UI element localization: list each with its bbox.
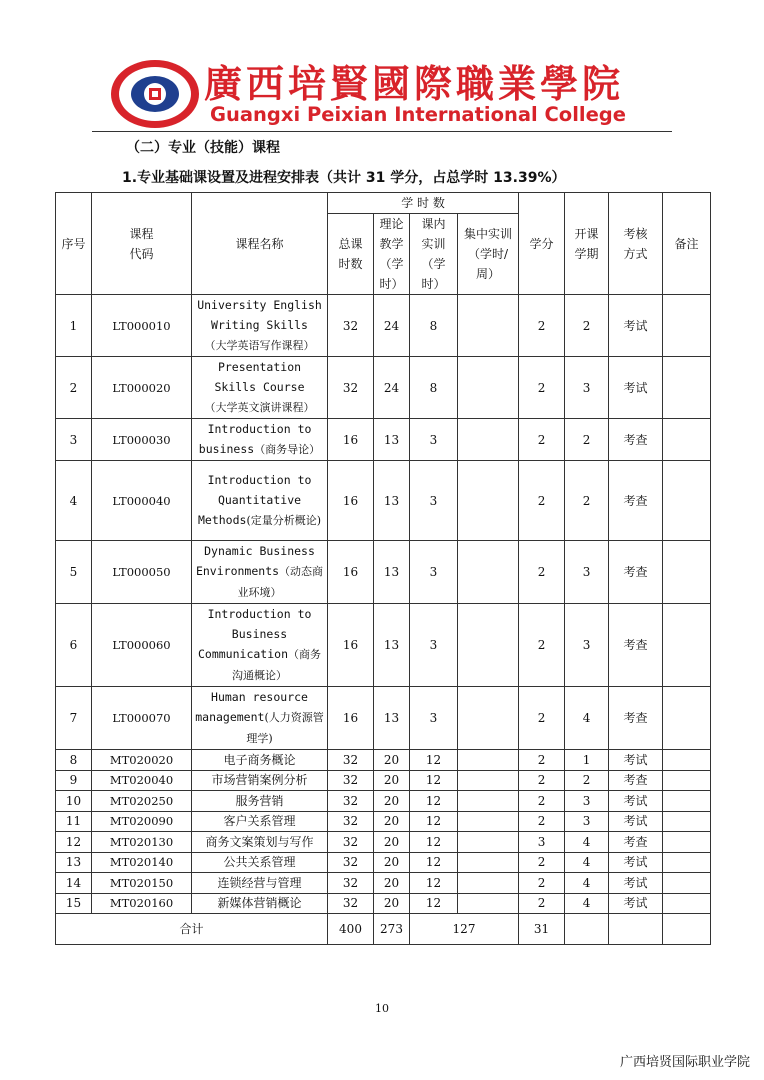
cell-assessment: 考查	[609, 604, 663, 687]
table-row	[56, 770, 711, 791]
header-semester: 开课学期	[565, 193, 609, 295]
cell-index: 6	[56, 604, 92, 687]
cell-total-hours: 16	[328, 604, 374, 687]
cell-index: 4	[56, 461, 92, 541]
cell-remarks	[663, 750, 711, 771]
cell-total-hours: 16	[328, 541, 374, 604]
cell-course-name: Introduction to Business Communication（商务沟通概论）	[192, 604, 328, 687]
cell-credits: 2	[519, 770, 565, 791]
cell-theory: 20	[374, 811, 410, 832]
college-header	[92, 50, 672, 134]
cell-theory: 20	[374, 873, 410, 894]
cell-remarks	[663, 461, 711, 541]
cell-remarks	[663, 852, 711, 873]
cell-assessment: 考试	[609, 893, 663, 914]
cell-credits: 2	[519, 893, 565, 914]
cell-index: 14	[56, 873, 92, 894]
total-row	[56, 914, 711, 945]
cell-total-hours: 32	[328, 893, 374, 914]
cell-code: LT000040	[92, 461, 192, 541]
cell-course-name: Introduction to business（商务导论）	[192, 419, 328, 461]
cell-assessment: 考试	[609, 852, 663, 873]
cell-intensive	[458, 893, 519, 914]
cell-semester: 2	[565, 295, 609, 357]
cell-course-name: 连锁经营与管理	[192, 873, 328, 894]
cell-code: LT000070	[92, 687, 192, 750]
footer-school-name: 广西培贤国际职业学院	[619, 1055, 750, 1070]
cell-intensive	[458, 811, 519, 832]
cell-assessment: 考试	[609, 811, 663, 832]
cell-code: LT000050	[92, 541, 192, 604]
cell-intensive	[458, 832, 519, 853]
table-row	[56, 873, 711, 894]
cell-credits: 2	[519, 750, 565, 771]
header-theory: 理论教学（学时）	[374, 214, 410, 295]
header-index: 序号	[56, 193, 92, 295]
header-lab: 课内实训（学时）	[410, 214, 458, 295]
cell-index: 13	[56, 852, 92, 873]
cell-code: MT020150	[92, 873, 192, 894]
cell-credits: 2	[519, 811, 565, 832]
cell-assessment: 考查	[609, 419, 663, 461]
cell-remarks	[663, 604, 711, 687]
cell-intensive	[458, 461, 519, 541]
cell-remarks	[663, 893, 711, 914]
cell-theory: 24	[374, 357, 410, 419]
cell-intensive	[458, 357, 519, 419]
cell-lab: 3	[410, 541, 458, 604]
cell-code: LT000060	[92, 604, 192, 687]
cell-theory: 13	[374, 419, 410, 461]
cell-index: 15	[56, 893, 92, 914]
header-divider	[92, 131, 672, 132]
cell-lab: 12	[410, 832, 458, 853]
cell-remarks	[663, 687, 711, 750]
cell-semester: 4	[565, 893, 609, 914]
cell-lab: 8	[410, 295, 458, 357]
cell-semester: 1	[565, 750, 609, 771]
cell-intensive	[458, 541, 519, 604]
header-name: 课程名称	[192, 193, 328, 295]
cell-intensive	[458, 419, 519, 461]
cell-credits: 3	[519, 832, 565, 853]
cell-remarks	[663, 541, 711, 604]
cell-index: 3	[56, 419, 92, 461]
cell-assessment: 考查	[609, 687, 663, 750]
total-remarks-empty	[663, 914, 711, 945]
cell-course-name: 服务营销	[192, 791, 328, 812]
header-code: 课程代码	[92, 193, 192, 295]
cell-semester: 2	[565, 770, 609, 791]
cell-assessment: 考试	[609, 873, 663, 894]
cell-assessment: 考试	[609, 357, 663, 419]
table-row	[56, 357, 711, 419]
cell-credits: 2	[519, 604, 565, 687]
total-credits: 31	[519, 914, 565, 945]
cell-course-name: 客户关系管理	[192, 811, 328, 832]
cell-semester: 3	[565, 541, 609, 604]
cell-semester: 2	[565, 461, 609, 541]
cell-course-name: Dynamic Business Environments（动态商业环境）	[192, 541, 328, 604]
cell-code: LT000020	[92, 357, 192, 419]
cell-lab: 12	[410, 770, 458, 791]
cell-code: MT020020	[92, 750, 192, 771]
header-total-hours: 总课时数	[328, 214, 374, 295]
header-assessment: 考核方式	[609, 193, 663, 295]
college-name-en: Guangxi Peixian International College	[210, 103, 626, 126]
cell-intensive	[458, 750, 519, 771]
total-practical: 127	[410, 914, 519, 945]
total-hours: 400	[328, 914, 374, 945]
cell-intensive	[458, 295, 519, 357]
cell-lab: 12	[410, 791, 458, 812]
cell-semester: 3	[565, 811, 609, 832]
cell-total-hours: 32	[328, 791, 374, 812]
cell-lab: 3	[410, 419, 458, 461]
cell-index: 5	[56, 541, 92, 604]
college-name-cn: 廣西培賢國際職業學院	[204, 61, 625, 106]
cell-theory: 13	[374, 687, 410, 750]
cell-code: MT020130	[92, 832, 192, 853]
cell-course-name: Presentation Skills Course （大学英文演讲课程）	[192, 357, 328, 419]
cell-assessment: 考试	[609, 791, 663, 812]
cell-total-hours: 32	[328, 295, 374, 357]
cell-assessment: 考查	[609, 770, 663, 791]
cell-semester: 4	[565, 852, 609, 873]
cell-course-name: University English Writing Skills （大学英语写作课程）	[192, 295, 328, 357]
page-number: 10	[375, 1002, 389, 1015]
cell-index: 10	[56, 791, 92, 812]
cell-intensive	[458, 687, 519, 750]
section-heading: （二）专业（技能）课程	[126, 140, 280, 156]
table-row	[56, 604, 711, 687]
cell-theory: 24	[374, 295, 410, 357]
cell-code: MT020160	[92, 893, 192, 914]
header-credits: 学分	[519, 193, 565, 295]
cell-total-hours: 32	[328, 811, 374, 832]
table-row	[56, 750, 711, 771]
cell-lab: 3	[410, 687, 458, 750]
cell-semester: 3	[565, 357, 609, 419]
cell-code: MT020250	[92, 791, 192, 812]
cell-assessment: 考查	[609, 832, 663, 853]
header-intensive: 集中实训（学时/周）	[458, 214, 519, 295]
cell-semester: 2	[565, 419, 609, 461]
cell-remarks	[663, 295, 711, 357]
cell-credits: 2	[519, 687, 565, 750]
cell-semester: 3	[565, 604, 609, 687]
cell-remarks	[663, 357, 711, 419]
cell-credits: 2	[519, 873, 565, 894]
cell-theory: 13	[374, 604, 410, 687]
cell-theory: 20	[374, 770, 410, 791]
cell-credits: 2	[519, 461, 565, 541]
cell-total-hours: 32	[328, 873, 374, 894]
cell-index: 12	[56, 832, 92, 853]
cell-lab: 12	[410, 852, 458, 873]
course-schedule-table	[55, 192, 711, 945]
cell-semester: 4	[565, 687, 609, 750]
cell-code: MT020040	[92, 770, 192, 791]
table-row	[56, 811, 711, 832]
cell-course-name: 市场营销案例分析	[192, 770, 328, 791]
total-label: 合计	[56, 914, 328, 945]
cell-total-hours: 16	[328, 687, 374, 750]
cell-total-hours: 32	[328, 770, 374, 791]
cell-course-name: 商务文案策划与写作	[192, 832, 328, 853]
table-row	[56, 541, 711, 604]
table-row	[56, 295, 711, 357]
cell-lab: 3	[410, 461, 458, 541]
cell-semester: 3	[565, 791, 609, 812]
cell-index: 7	[56, 687, 92, 750]
cell-lab: 12	[410, 893, 458, 914]
cell-total-hours: 32	[328, 852, 374, 873]
table-caption: 1.专业基础课设置及进程安排表（共计 31 学分，占总学时 13.39%）	[122, 170, 566, 186]
cell-credits: 2	[519, 791, 565, 812]
cell-theory: 20	[374, 750, 410, 771]
cell-credits: 2	[519, 295, 565, 357]
cell-total-hours: 32	[328, 750, 374, 771]
cell-theory: 20	[374, 893, 410, 914]
cell-total-hours: 32	[328, 832, 374, 853]
cell-remarks	[663, 791, 711, 812]
cell-total-hours: 32	[328, 357, 374, 419]
cell-intensive	[458, 604, 519, 687]
cell-credits: 2	[519, 852, 565, 873]
total-assessment-empty	[609, 914, 663, 945]
cell-code: MT020140	[92, 852, 192, 873]
cell-lab: 3	[410, 604, 458, 687]
cell-total-hours: 16	[328, 419, 374, 461]
cell-intensive	[458, 873, 519, 894]
cell-code: LT000010	[92, 295, 192, 357]
cell-total-hours: 16	[328, 461, 374, 541]
cell-index: 1	[56, 295, 92, 357]
cell-credits: 2	[519, 419, 565, 461]
cell-index: 9	[56, 770, 92, 791]
table-row	[56, 832, 711, 853]
cell-course-name: 电子商务概论	[192, 750, 328, 771]
cell-course-name: 公共关系管理	[192, 852, 328, 873]
cell-lab: 12	[410, 811, 458, 832]
table-row	[56, 687, 711, 750]
cell-assessment: 考试	[609, 750, 663, 771]
cell-lab: 8	[410, 357, 458, 419]
cell-remarks	[663, 873, 711, 894]
table-row	[56, 419, 711, 461]
cell-theory: 20	[374, 791, 410, 812]
cell-lab: 12	[410, 750, 458, 771]
cell-course-name: Introduction to Quantitative Methods(定量分析概论)	[192, 461, 328, 541]
cell-credits: 2	[519, 541, 565, 604]
table-row	[56, 852, 711, 873]
cell-course-name: Human resource management(人力资源管理学)	[192, 687, 328, 750]
cell-intensive	[458, 770, 519, 791]
cell-intensive	[458, 791, 519, 812]
cell-remarks	[663, 419, 711, 461]
header-remarks: 备注	[663, 193, 711, 295]
cell-course-name: 新媒体营销概论	[192, 893, 328, 914]
cell-assessment: 考查	[609, 461, 663, 541]
cell-semester: 4	[565, 873, 609, 894]
cell-intensive	[458, 852, 519, 873]
table-row	[56, 893, 711, 914]
cell-remarks	[663, 832, 711, 853]
table-row	[56, 461, 711, 541]
cell-theory: 20	[374, 852, 410, 873]
total-semester-empty	[565, 914, 609, 945]
cell-remarks	[663, 811, 711, 832]
cell-assessment: 考试	[609, 295, 663, 357]
cell-index: 8	[56, 750, 92, 771]
header-hours-group: 学 时 数	[328, 193, 519, 214]
cell-theory: 13	[374, 541, 410, 604]
cell-remarks	[663, 770, 711, 791]
cell-theory: 13	[374, 461, 410, 541]
cell-semester: 4	[565, 832, 609, 853]
table-row	[56, 791, 711, 812]
cell-index: 11	[56, 811, 92, 832]
cell-theory: 20	[374, 832, 410, 853]
cell-code: MT020090	[92, 811, 192, 832]
cell-code: LT000030	[92, 419, 192, 461]
cell-credits: 2	[519, 357, 565, 419]
total-theory: 273	[374, 914, 410, 945]
college-seal-logo	[108, 58, 202, 130]
cell-lab: 12	[410, 873, 458, 894]
cell-index: 2	[56, 357, 92, 419]
cell-assessment: 考查	[609, 541, 663, 604]
